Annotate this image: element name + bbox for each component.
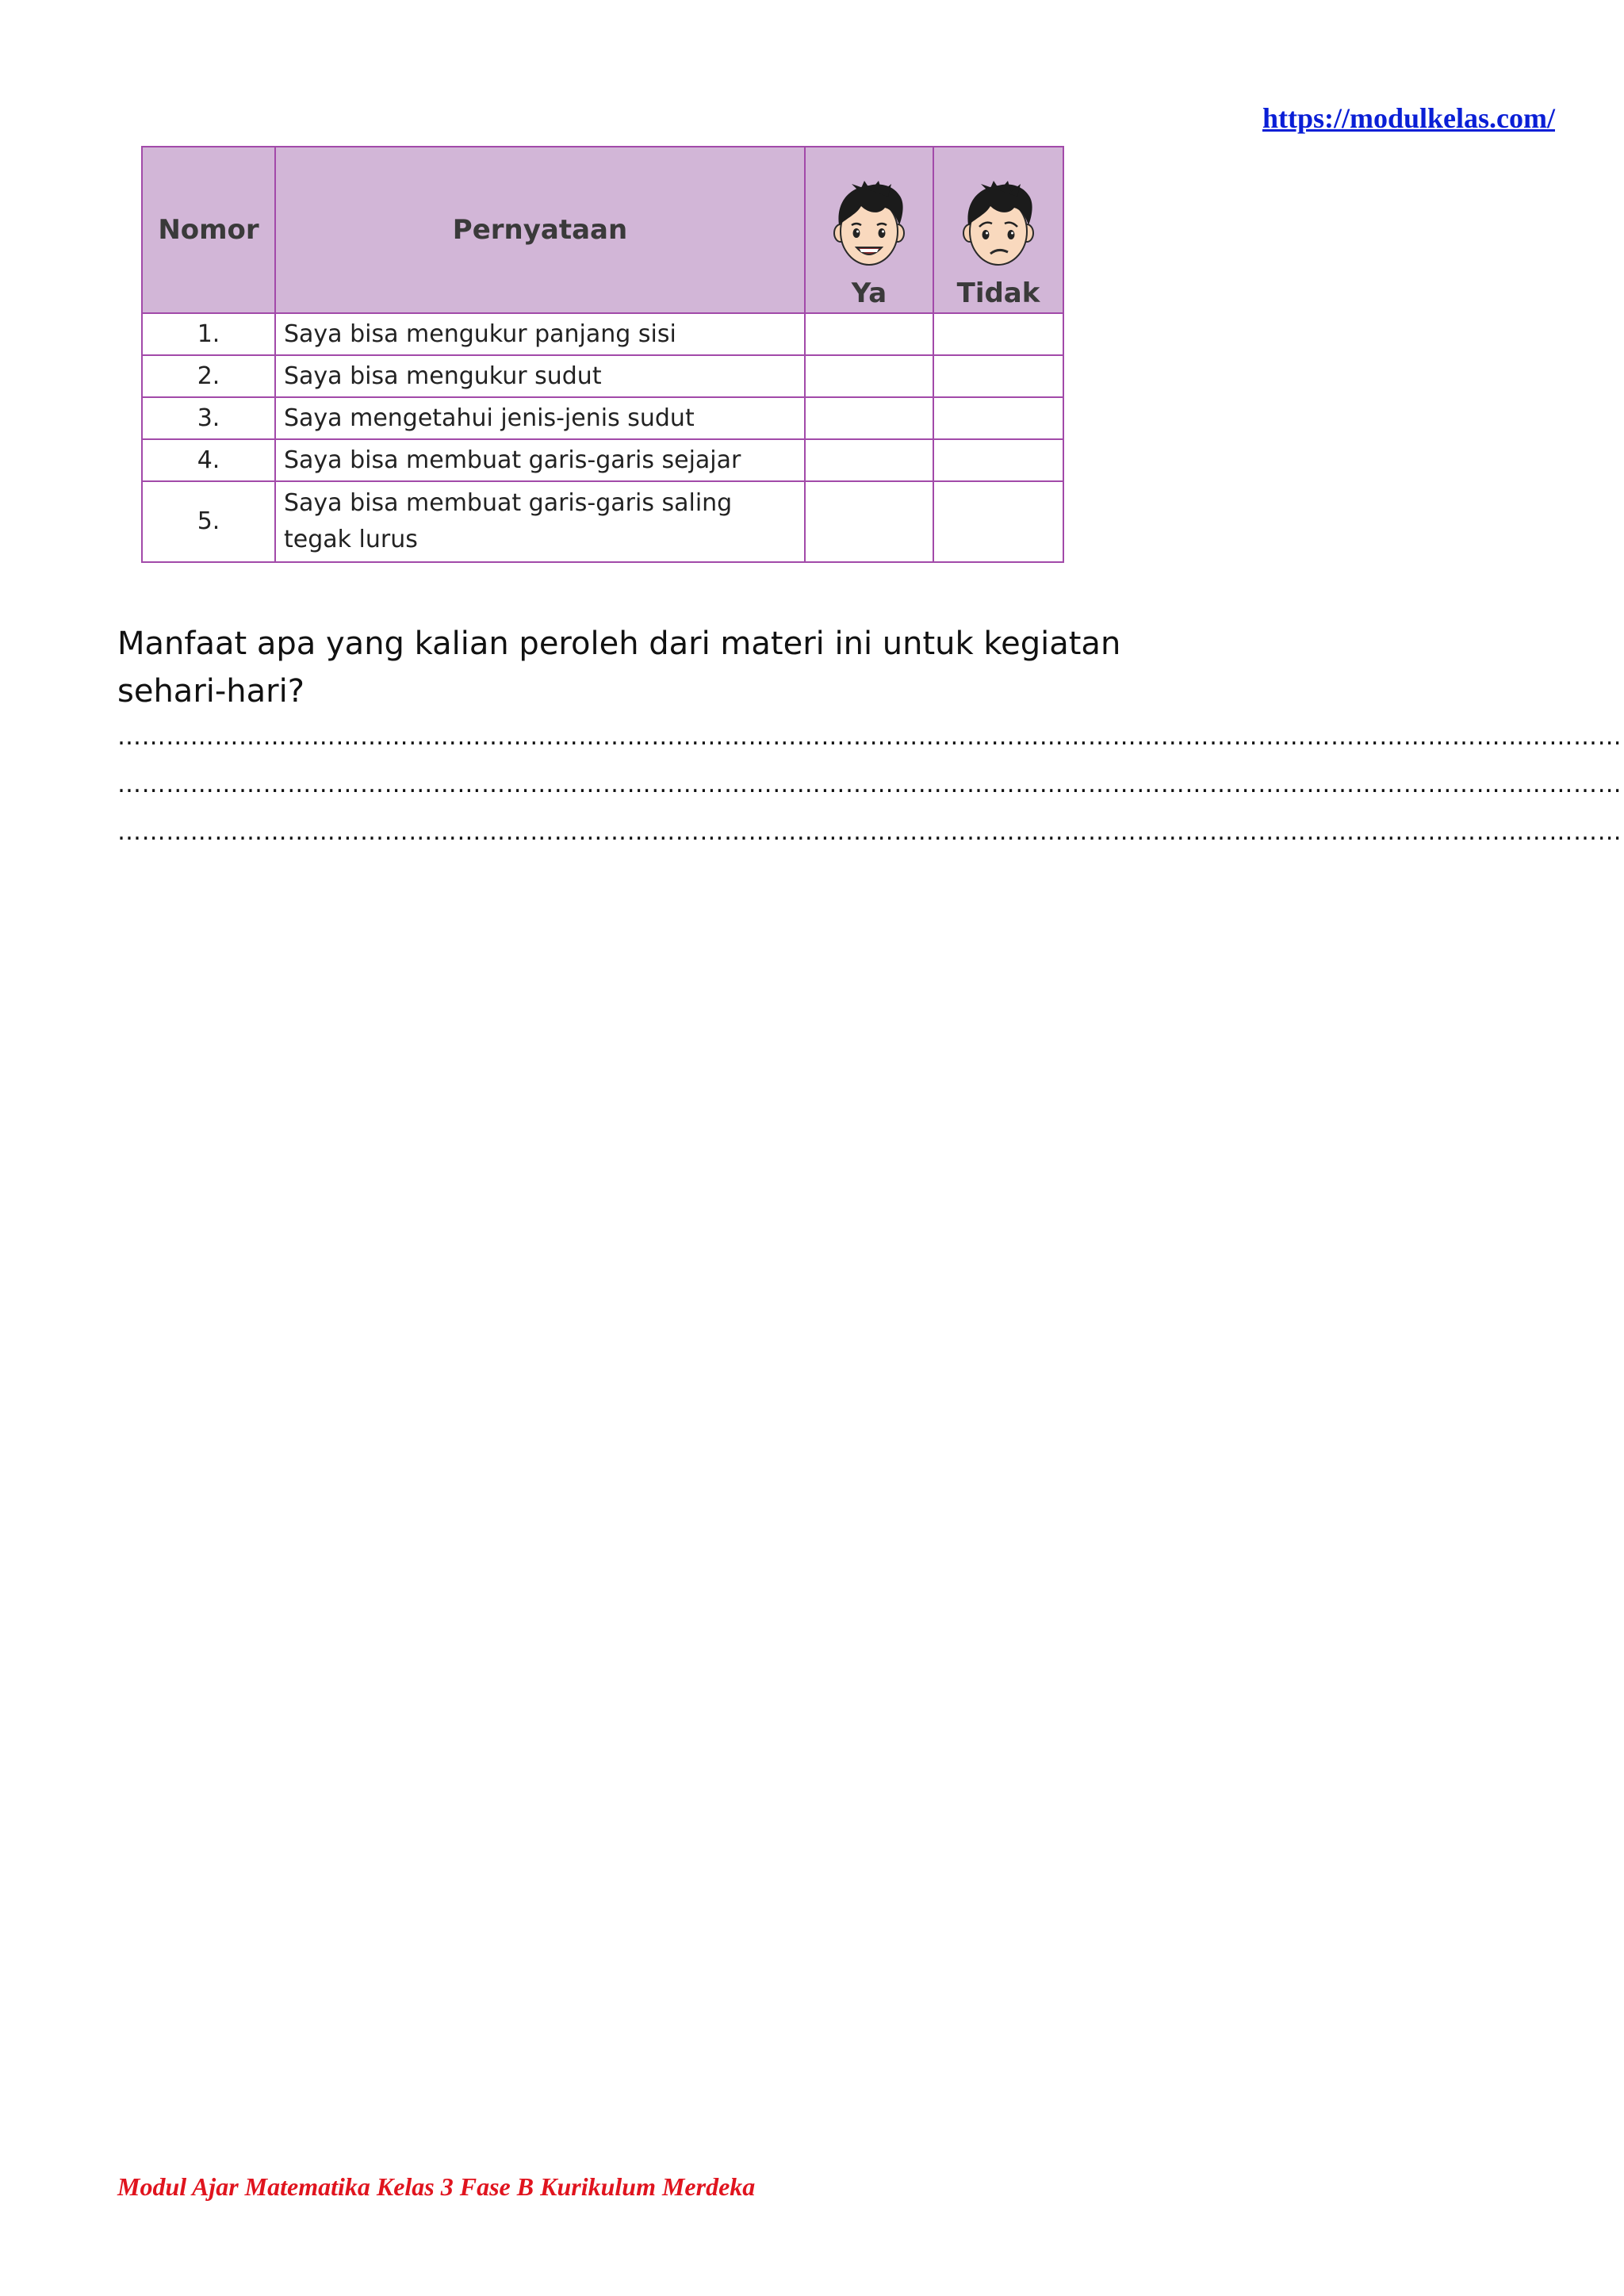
answer-line[interactable]: ……………………………………………………………………………………………………………………………………………………………………	[117, 818, 1622, 846]
answer-line[interactable]: ……………………………………………………………………………………………………………………………………………………………………	[117, 723, 1622, 751]
row-number: 2.	[142, 355, 275, 397]
row-number: 1.	[142, 313, 275, 355]
self-assessment-table-wrapper	[141, 146, 1064, 563]
checkbox-cell-no[interactable]	[933, 313, 1063, 355]
row-number: 5.	[142, 481, 275, 562]
checkbox-cell-yes[interactable]	[805, 313, 933, 355]
row-statement-line: tegak lurus	[284, 526, 418, 553]
table-row	[142, 481, 1063, 562]
row-statement: Saya bisa membuat garis-garis sejajar	[275, 439, 805, 481]
checkbox-cell-no[interactable]	[933, 397, 1063, 439]
question-line: Manfaat apa yang kalian peroleh dari materi ini untuk kegiatan	[117, 626, 1121, 662]
row-number: 3.	[142, 397, 275, 439]
row-statement-line: Saya bisa membuat garis-garis saling	[284, 489, 733, 517]
header-no	[933, 147, 1063, 313]
header-statement: Pernyataan	[275, 147, 805, 313]
row-statement: Saya bisa mengukur sudut	[275, 355, 805, 397]
checkbox-cell-no[interactable]	[933, 439, 1063, 481]
checkbox-cell-yes[interactable]	[805, 355, 933, 397]
table-header-row	[142, 147, 1063, 313]
header-yes-label: Ya	[851, 277, 887, 309]
checkbox-cell-yes[interactable]	[805, 481, 933, 562]
happy-boy-face-icon	[833, 181, 906, 273]
answer-line[interactable]: ……………………………………………………………………………………………………………………………………………………………………	[117, 771, 1622, 798]
table-row	[142, 439, 1063, 481]
worried-boy-face-icon	[962, 181, 1035, 273]
header-yes	[805, 147, 933, 313]
reflection-question	[117, 620, 1148, 715]
header-url-link[interactable]: https://modulkelas.com/	[1262, 102, 1555, 134]
checkbox-cell-yes[interactable]	[805, 439, 933, 481]
footer-text: Modul Ajar Matematika Kelas 3 Fase B Kurikulum Merdeka	[117, 2172, 756, 2201]
self-assessment-table	[141, 146, 1064, 563]
table-row	[142, 313, 1063, 355]
row-statement	[275, 481, 805, 562]
header-number: Nomor	[142, 147, 275, 313]
question-line: sehari-hari?	[117, 673, 304, 710]
table-row	[142, 355, 1063, 397]
row-number: 4.	[142, 439, 275, 481]
checkbox-cell-no[interactable]	[933, 355, 1063, 397]
checkbox-cell-yes[interactable]	[805, 397, 933, 439]
row-statement: Saya bisa mengukur panjang sisi	[275, 313, 805, 355]
row-statement: Saya mengetahui jenis-jenis sudut	[275, 397, 805, 439]
header-no-label: Tidak	[956, 277, 1040, 309]
table-row	[142, 397, 1063, 439]
checkbox-cell-no[interactable]	[933, 481, 1063, 562]
